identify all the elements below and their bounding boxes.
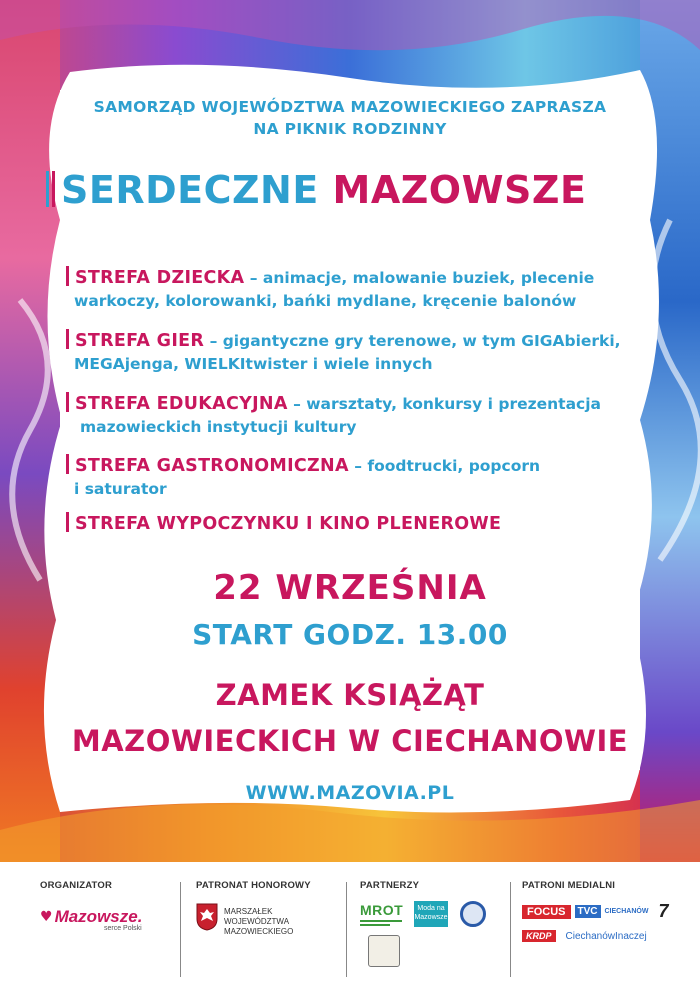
tvc-logo: TVC (575, 905, 601, 918)
zone-name: STREFA EDUKACYJNA (75, 394, 288, 414)
footer-divider (180, 882, 181, 977)
radio-7-logo: 7 (658, 901, 669, 921)
marshal-line-3: MAZOWIECKIEGO (224, 927, 294, 936)
zone-item (66, 454, 666, 501)
zone-name: STREFA DZIECKA (75, 268, 245, 288)
eagle-crest-icon (196, 903, 218, 931)
event-date: 22 WRZEŚNIA (213, 568, 487, 608)
zone-marker (66, 329, 69, 349)
focus-logo: FOCUS (522, 905, 571, 919)
media-section (522, 880, 692, 980)
marshal-logo (196, 903, 346, 937)
zone-marker (66, 392, 69, 412)
zone-marker (66, 266, 69, 286)
zone-desc: – foodtrucki, popcorn (348, 457, 541, 475)
zone-item (66, 392, 666, 439)
organizer-section (40, 880, 170, 980)
partner-badge-icon (368, 935, 400, 967)
zone-desc-cont: MEGAjenga, WIELKItwister i wiele innych (74, 355, 433, 373)
event-start-time: START GODZ. 13.00 (192, 618, 508, 651)
event-title (46, 168, 586, 212)
zone-desc-cont: warkoczy, kolorowanki, bańki mydlane, kręcenie balonów (74, 292, 577, 310)
zone-desc: – animacje, malowanie buziek, plecenie (244, 269, 595, 287)
footer-divider (510, 882, 511, 977)
mrot-logo (360, 902, 402, 926)
mazowsze-logo (40, 907, 170, 927)
zone-desc-cont: i saturator (74, 480, 167, 498)
media-heading: PATRONI MEDIALNI (522, 880, 616, 891)
zone-marker (66, 454, 69, 474)
event-location (0, 672, 700, 764)
zone-desc-cont: mazowieckich instytucji kultury (80, 418, 357, 436)
moda-logo-text: Moda na Mazowsze (414, 905, 448, 921)
title-part-2: MAZOWSZE (332, 168, 587, 212)
zone-item (66, 329, 666, 376)
media-logos-row-1 (522, 901, 692, 922)
patronage-section (196, 880, 346, 980)
heart-icon: ♥ (40, 909, 53, 925)
website-link[interactable]: WWW.MAZOVIA.PL (245, 782, 455, 804)
event-location-line-1: ZAMEK KSIĄŻĄT (215, 678, 485, 712)
zone-marker (66, 512, 69, 532)
zone-item (66, 512, 666, 536)
zone-name: STREFA WYPOCZYNKU I KINO PLENEROWE (75, 514, 502, 534)
intro-line-1: SAMORZĄD WOJEWÓDZTWA MAZOWIECKIEGO ZAPRASZA (93, 98, 607, 116)
partner-seal-icon (460, 901, 486, 927)
zone-item (66, 266, 666, 313)
footer-divider (346, 882, 347, 977)
media-logos-row-2 (522, 930, 692, 942)
partners-section (360, 880, 510, 980)
zone-name: STREFA GIER (75, 331, 205, 351)
mazowsze-tagline: serce Polski (104, 925, 142, 932)
title-accent-bar-blue (46, 171, 49, 207)
partners-logos (360, 901, 510, 927)
organizer-heading: ORGANIZATOR (40, 880, 113, 891)
partners-heading: PARTNERZY (360, 880, 420, 891)
event-location-line-2: MAZOWIECKICH W CIECHANOWIE (71, 724, 629, 758)
marshal-line-2: WOJEWÓDZTWA (224, 917, 290, 926)
moda-na-mazowsze-logo (414, 901, 448, 927)
patronage-heading: PATRONAT HONOROWY (196, 880, 311, 891)
mazowsze-logo-text: Mazowsze. (54, 907, 143, 926)
zone-desc: – gigantyczne gry terenowe, w tym GIGAbierki, (204, 332, 621, 350)
sponsors-footer (0, 862, 700, 990)
intro-line-2: NA PIKNIK RODZINNY (253, 120, 447, 138)
title-accent-bar-magenta (52, 171, 55, 207)
ciechanow-inaczej-logo: CiechanówInaczej (565, 930, 647, 942)
zone-name: STREFA GASTRONOMICZNA (75, 456, 349, 476)
marshal-line-1: MARSZAŁEK (224, 907, 273, 916)
krdp-logo: KRDP (522, 930, 556, 942)
tvc-ciechanow-label: CIECHANÓW (604, 908, 649, 915)
mrot-logo-text: MROT (360, 902, 404, 918)
intro-text (0, 96, 700, 140)
zone-desc: – warsztaty, konkursy i prezentacja (287, 395, 601, 413)
title-part-1: SERDECZNE (61, 168, 319, 212)
